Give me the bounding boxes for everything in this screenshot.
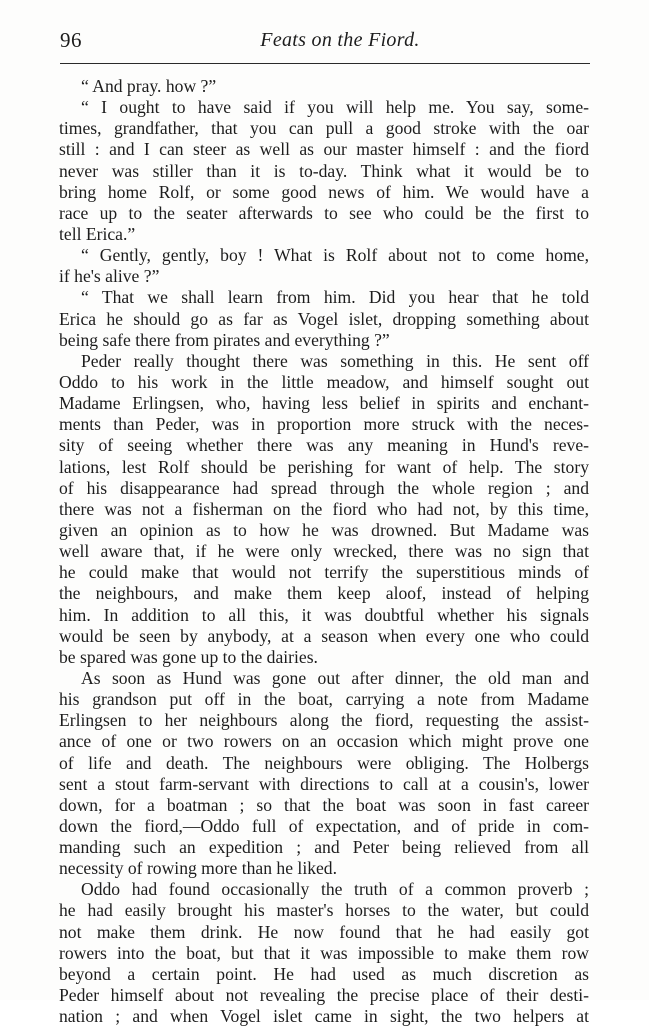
text-line: lations, lest Rolf should be perishing for want of help. The story [59, 456, 589, 477]
text-line: tell Erica.” [59, 223, 136, 244]
body-text [59, 76, 589, 1027]
text-line: “ And pray. how ?” [81, 76, 217, 96]
page-header [60, 28, 592, 58]
text-line: sent a stout farm-servant with directions to call at a cousin's, lower [59, 773, 589, 794]
text-line: never was stiller than it is to-day. Think what it would be to [59, 160, 589, 181]
text-line: be spared was gone up to the dairies. [59, 646, 318, 667]
text-line: still : and I can steer as well as our master himself : and the fiord [59, 139, 589, 160]
header-rule [60, 63, 590, 64]
text-line: Oddo had found occasionally the truth of a common proverb ; [81, 879, 589, 900]
text-line: necessity of rowing more than he liked. [59, 858, 338, 879]
text-line: of his disappearance had spread through the whole region ; and [59, 477, 589, 498]
text-line: sity of seeing whether there was any meaning in Hund's reve- [59, 435, 589, 456]
text-line: given an opinion as to how he was drowned. But Madame was [59, 519, 589, 540]
text-line: he could make that would not terrify the superstitious minds of [59, 562, 589, 583]
text-line: down, for a boatman ; so that the boat was soon in fast career [59, 794, 589, 815]
text-line: Madame Erlingsen, who, having less belief in spirits and enchant- [59, 393, 589, 414]
text-line: “ I ought to have said if you will help me. You say, some- [81, 97, 589, 118]
text-line: he had easily brought his master's horses to the water, but could [59, 900, 589, 921]
text-line: race up to the seater afterwards to see who could be the first to [59, 202, 589, 223]
text-line: of life and death. The neighbours were obliging. The Holbergs [59, 752, 589, 773]
page-number: 96 [60, 28, 82, 52]
text-line: beyond a certain point. He had used as much discretion as [59, 963, 589, 984]
text-line: if he's alive ?” [59, 266, 160, 287]
text-line: Erica he should go as far as Vogel islet, dropping something about [59, 308, 589, 329]
text-line: the neighbours, and make them keep aloof, instead of helping [59, 583, 589, 604]
text-line: there was not a fisherman on the fiord who had not, by this time, [59, 498, 589, 519]
text-line: rowers into the boat, but that it was impossible to make them row [59, 942, 589, 963]
text-line: well aware that, if he were only wrecked, there was no sign that [59, 541, 589, 562]
text-line: down the fiord,—Oddo full of expectation, and of pride in com- [59, 815, 589, 836]
text-line: “ That we shall learn from him. Did you hear that he told [81, 287, 589, 308]
text-line: Erlingsen to her neighbours along the fiord, requesting the assist- [59, 710, 589, 731]
running-title: Feats on the Fiord. [260, 29, 420, 51]
text-line: ance of one or two rowers on an occasion which might prove one [59, 731, 589, 752]
text-line: Peder himself about not revealing the precise place of their desti- [59, 985, 589, 1006]
text-line: nation ; and when Vogel islet came in sight, the two helpers at [59, 1006, 589, 1027]
text-line: times, grandfather, that you can pull a good stroke with the oar [59, 118, 589, 139]
text-line: “ Gently, gently, boy ! What is Rolf about not to come home, [81, 245, 589, 266]
text-line: manding such an expedition ; and Peter being relieved from all [59, 837, 589, 858]
text-line: bring home Rolf, or some good news of him. We would have a [59, 181, 589, 202]
text-line: As soon as Hund was gone out after dinner, the old man and [81, 667, 589, 688]
text-line: Peder really thought there was something in this. He sent off [81, 350, 589, 371]
text-line: Oddo to his work in the little meadow, and himself sought out [59, 371, 589, 392]
text-line: him. In addition to all this, it was doubtful whether his signals [59, 604, 589, 625]
text-line: not make them drink. He now found that he had easily got [59, 921, 589, 942]
text-line: being safe there from pirates and everything ?” [59, 329, 390, 350]
text-line: his grandson put off in the boat, carrying a note from Madame [59, 689, 589, 710]
text-line: would be seen by anybody, at a season when every one who could [59, 625, 589, 646]
text-line: ments than Peder, was in proportion more struck with the neces- [59, 414, 589, 435]
